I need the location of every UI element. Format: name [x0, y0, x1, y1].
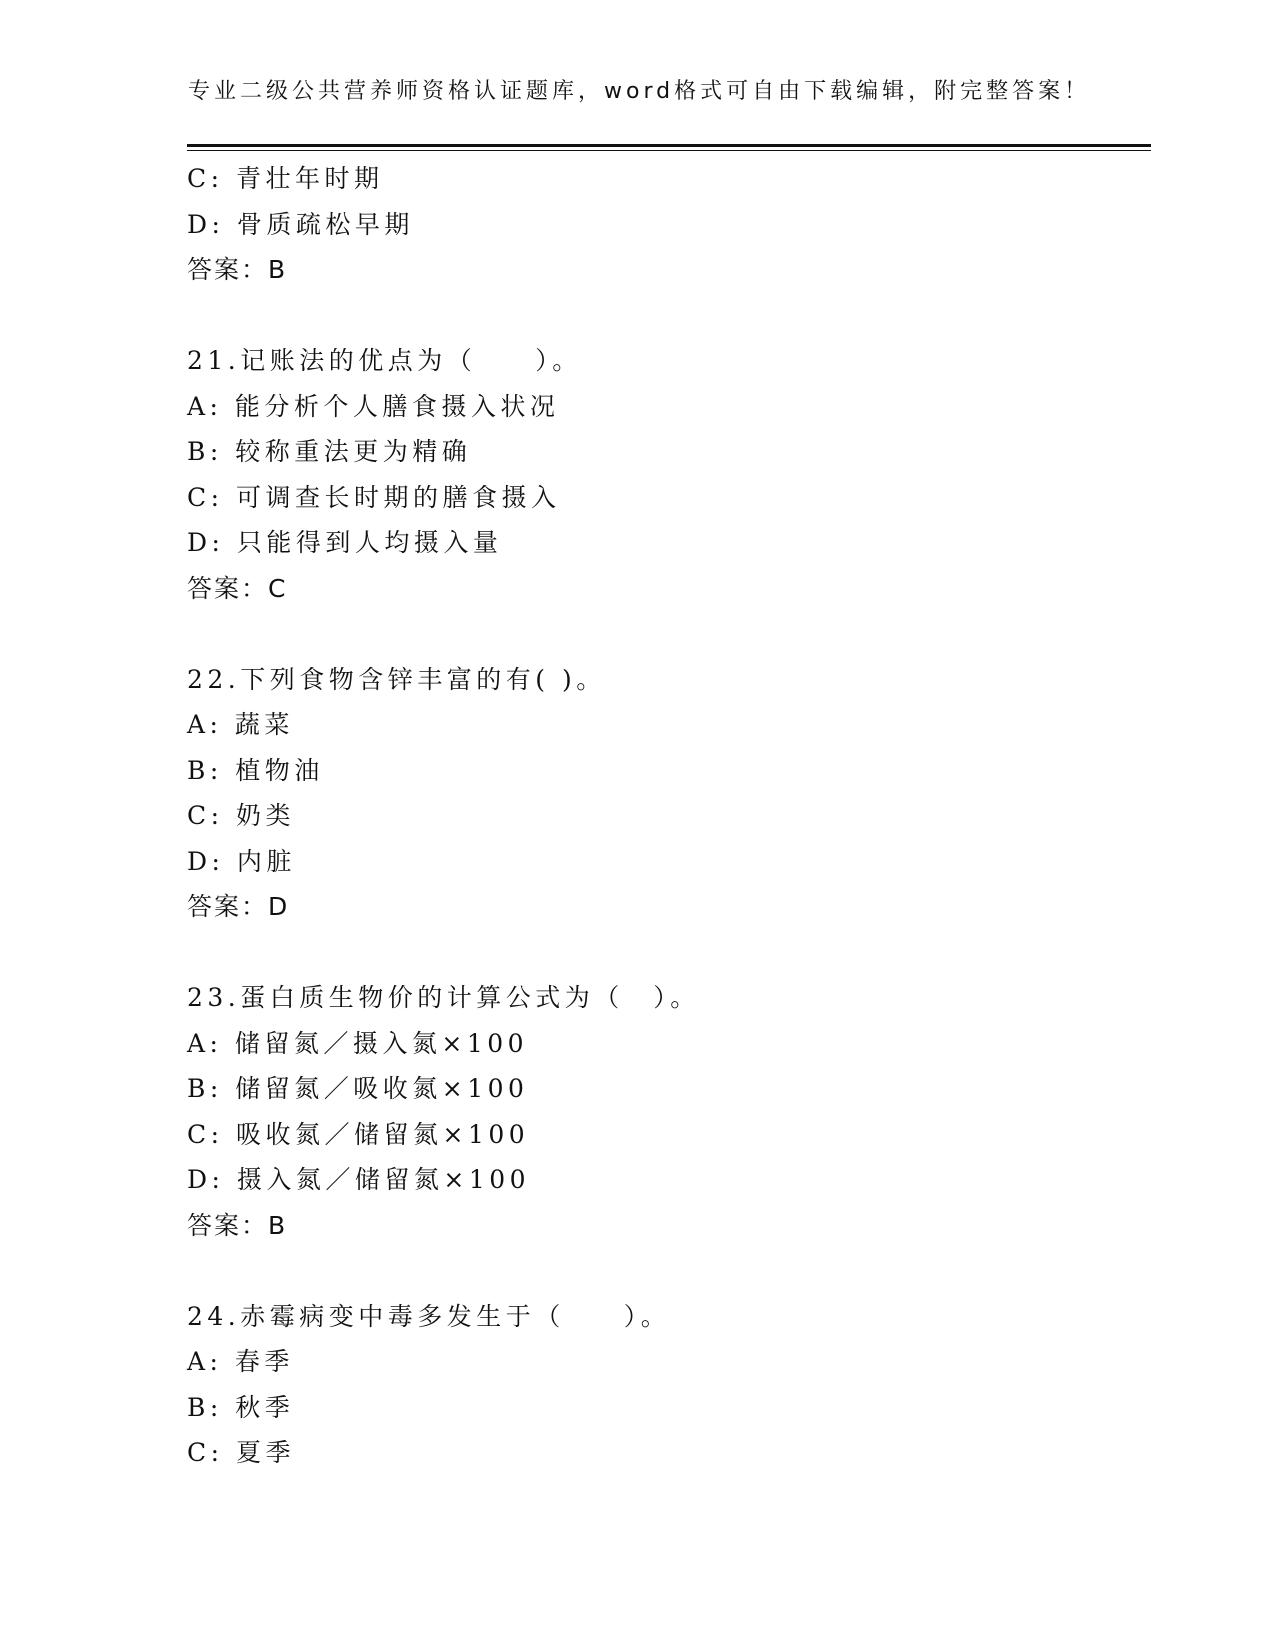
option-line: C: 可调查长时期的膳食摄入	[187, 482, 561, 512]
option-line: D: 内脏	[187, 846, 296, 876]
option-line: A: 能分析个人膳食摄入状况	[187, 391, 560, 421]
spacer	[187, 930, 1151, 976]
option-line: C: 奶类	[187, 801, 295, 830]
question-stem: 24.赤霉病变中毒多发生于（ ）。	[187, 1301, 671, 1331]
option-line: D: 骨质疏松早期	[187, 209, 414, 239]
spacer	[187, 1248, 1151, 1294]
option-line: A: 春季	[187, 1347, 294, 1376]
answer-line: 答案：C	[187, 573, 288, 603]
option-line: D: 摄入氮／储留氮×100	[187, 1165, 531, 1194]
header-rule-thin	[187, 150, 1151, 151]
question-stem: 23.蛋白质生物价的计算公式为（ ）。	[187, 983, 700, 1012]
option-line: B: 储留氮／吸收氮×100	[187, 1074, 529, 1103]
header-rule-thick	[187, 144, 1151, 147]
spacer	[187, 293, 1151, 339]
option-line: B: 植物油	[187, 755, 324, 785]
option-line: D: 只能得到人均摄入量	[187, 528, 503, 557]
option-line: A: 蔬菜	[187, 710, 294, 739]
answer-line: 答案：D	[187, 892, 290, 921]
answer-line: 答案：B	[187, 1210, 288, 1240]
answer-line: 答案：B	[187, 255, 288, 284]
option-line: B: 秋季	[187, 1392, 295, 1422]
option-line: C: 夏季	[187, 1438, 295, 1467]
option-line: C: 青壮年时期	[187, 164, 384, 193]
option-line: C: 吸收氮／储留氮×100	[187, 1119, 530, 1149]
page-header: 专业二级公共营养师资格认证题库，word格式可自由下载编辑，附完整答案！	[188, 79, 1091, 104]
spacer	[187, 611, 1151, 657]
question-stem: 22.下列食物含锌丰富的有( )。	[187, 664, 606, 694]
option-line: A: 储留氮／摄入氮×100	[187, 1028, 529, 1058]
option-line: B: 较称重法更为精确	[187, 437, 472, 466]
question-stem: 21.记账法的优点为（ ）。	[187, 346, 582, 375]
question-list	[187, 156, 1151, 1476]
